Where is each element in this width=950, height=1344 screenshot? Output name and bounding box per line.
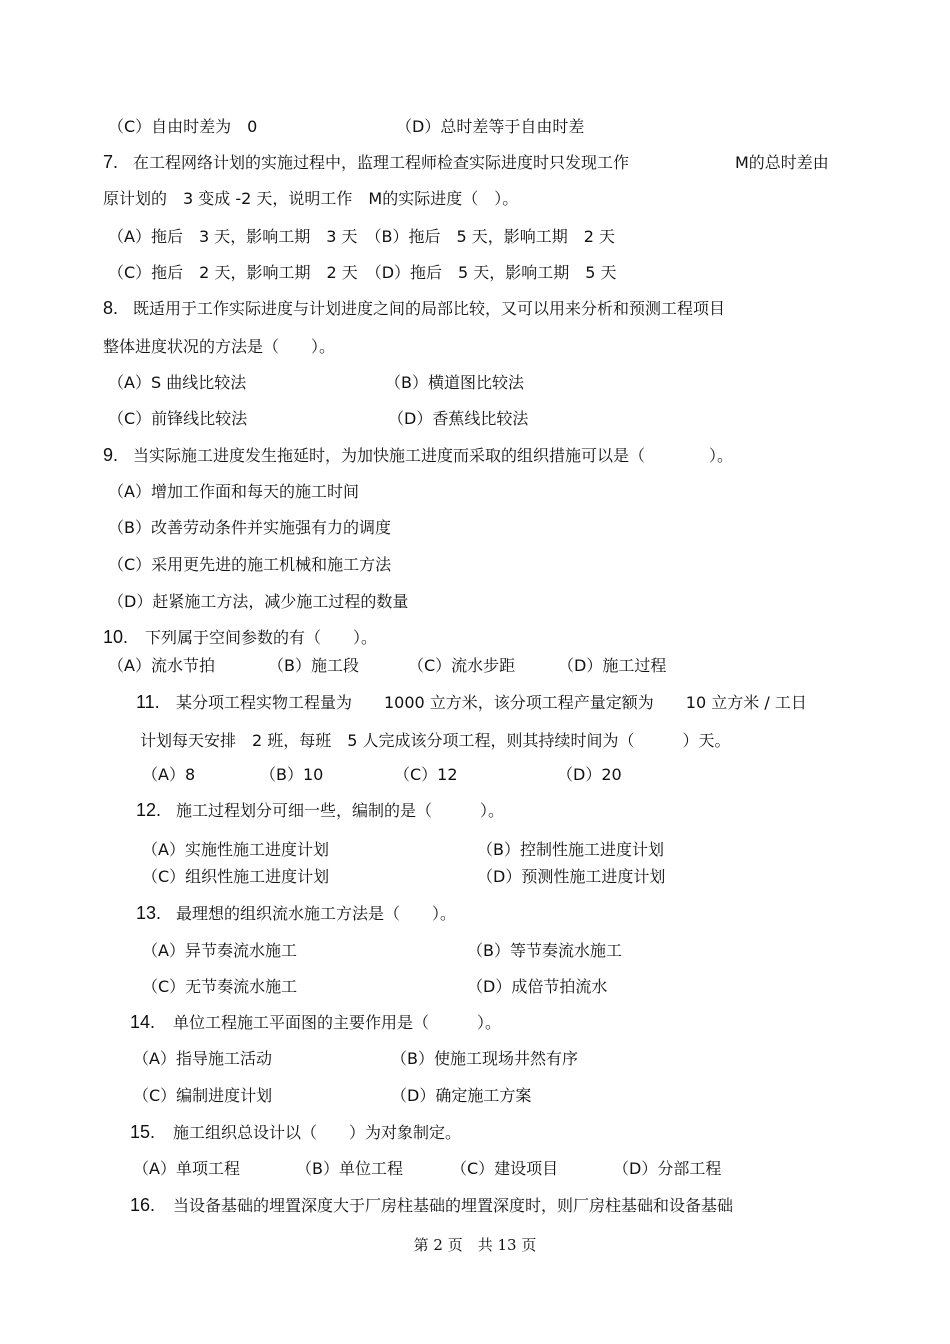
text-line: （A）异节奏流水施工 xyxy=(142,941,297,960)
question-number: 14. xyxy=(130,1012,156,1032)
text-line: （A）流水节拍 xyxy=(108,656,215,675)
text-line: （D）预测性施工进度计划 xyxy=(477,867,666,886)
text-line: （D）香蕉线比较法 xyxy=(388,409,529,428)
question-number: 12. xyxy=(136,800,162,820)
text-line: 施工组织总设计以（ ）为对象制定。 xyxy=(173,1123,462,1142)
text-line: （A）单项工程 xyxy=(133,1159,240,1178)
text-line: （B）10 xyxy=(260,765,324,784)
question-number: 16. xyxy=(130,1195,156,1215)
text-line: （D）总时差等于自由时差 xyxy=(396,117,585,136)
text-line: （C）无节奏流水施工 xyxy=(142,977,298,996)
text-line: （C）编制进度计划 xyxy=(133,1086,273,1105)
text-line: 下列属于空间参数的有（ ）。 xyxy=(145,628,378,647)
text-line: 既适用于工作实际进度与计划进度之间的局部比较，又可以用来分析和预测工程项目 xyxy=(133,299,726,318)
text-line: （C）采用更先进的施工机械和施工方法 xyxy=(108,555,392,574)
text-line: （D）成倍节拍流水 xyxy=(467,977,608,996)
question-number: 9. xyxy=(103,445,119,465)
text-line: 整体进度状况的方法是（ ）。 xyxy=(103,337,336,356)
text-line: 在工程网络计划的实施过程中，监理工程师检查实际进度时只发现工作 xyxy=(133,153,630,172)
text-line: （A）8 xyxy=(142,765,196,784)
text-line: （C）12 xyxy=(394,765,458,784)
text-line: （B）横道图比较法 xyxy=(385,373,524,392)
text-line: （D）赶紧施工方法，减少施工过程的数量 xyxy=(108,592,409,611)
text-line: （B）单位工程 xyxy=(296,1159,403,1178)
text-line: （A）实施性施工进度计划 xyxy=(142,840,329,859)
text-line: （A）拖后 3 天，影响工期 3 天 （B）拖后 5 天，影响工期 2 天 xyxy=(108,227,615,246)
question-number: 7. xyxy=(103,152,119,172)
text-line: （C）拖后 2 天，影响工期 2 天 （D）拖后 5 天，影响工期 5 天 xyxy=(108,263,617,282)
text-line: （B）改善劳动条件并实施强有力的调度 xyxy=(108,518,391,537)
text-line: （D）施工过程 xyxy=(558,656,667,675)
text-line: （C）前锋线比较法 xyxy=(108,409,248,428)
text-line: （B）等节奏流水施工 xyxy=(467,941,622,960)
text-line: （D）分部工程 xyxy=(613,1159,722,1178)
question-number: 10. xyxy=(103,627,129,647)
text-line: （D）确定施工方案 xyxy=(391,1086,532,1105)
text-line: （C）建设项目 xyxy=(451,1159,559,1178)
text-line: 原计划的 3 变成 -2 天，说明工作 M的实际进度（ ）。 xyxy=(103,189,519,208)
text-line: （A）增加工作面和每天的施工时间 xyxy=(108,482,359,501)
text-line: （C）流水步距 xyxy=(408,656,516,675)
text-line: （B）控制性施工进度计划 xyxy=(477,840,664,859)
question-number: 11. xyxy=(136,692,160,712)
text-line: 施工过程划分可细一些，编制的是（ ）。 xyxy=(176,801,505,820)
text-line: 某分项工程实物工程量为 1000 立方米，该分项工程产量定额为 10 立方米 / 工日 xyxy=(176,693,807,712)
text-line: M的总时差由 xyxy=(735,153,829,172)
question-number: 8. xyxy=(103,298,119,318)
page-footer: 第 2 页 共 13 页 xyxy=(413,1236,537,1254)
text-line: 单位工程施工平面图的主要作用是（ ）。 xyxy=(173,1013,502,1032)
text-line: （D）20 xyxy=(557,765,622,784)
text-line: （B）施工段 xyxy=(268,656,359,675)
text-line: （C）自由时差为 0 xyxy=(108,117,258,136)
text-line: （A）指导施工活动 xyxy=(133,1049,272,1068)
text-line: （C）组织性施工进度计划 xyxy=(142,867,330,886)
question-number: 15. xyxy=(130,1122,156,1142)
text-line: 最理想的组织流水施工方法是（ ）。 xyxy=(176,904,457,923)
text-line: 计划每天安排 2 班，每班 5 人完成该分项工程，则其持续时间为（ ）天。 xyxy=(140,731,731,750)
text-line: 当实际施工进度发生拖延时，为加快施工进度而采取的组织措施可以是（ ）。 xyxy=(133,446,734,465)
question-number: 13. xyxy=(136,903,162,923)
text-line: （A）S 曲线比较法 xyxy=(108,373,247,392)
text-line: 当设备基础的埋置深度大于厂房柱基础的埋置深度时，则厂房柱基础和设备基础 xyxy=(173,1196,734,1215)
text-line: （B）使施工现场井然有序 xyxy=(391,1049,578,1068)
